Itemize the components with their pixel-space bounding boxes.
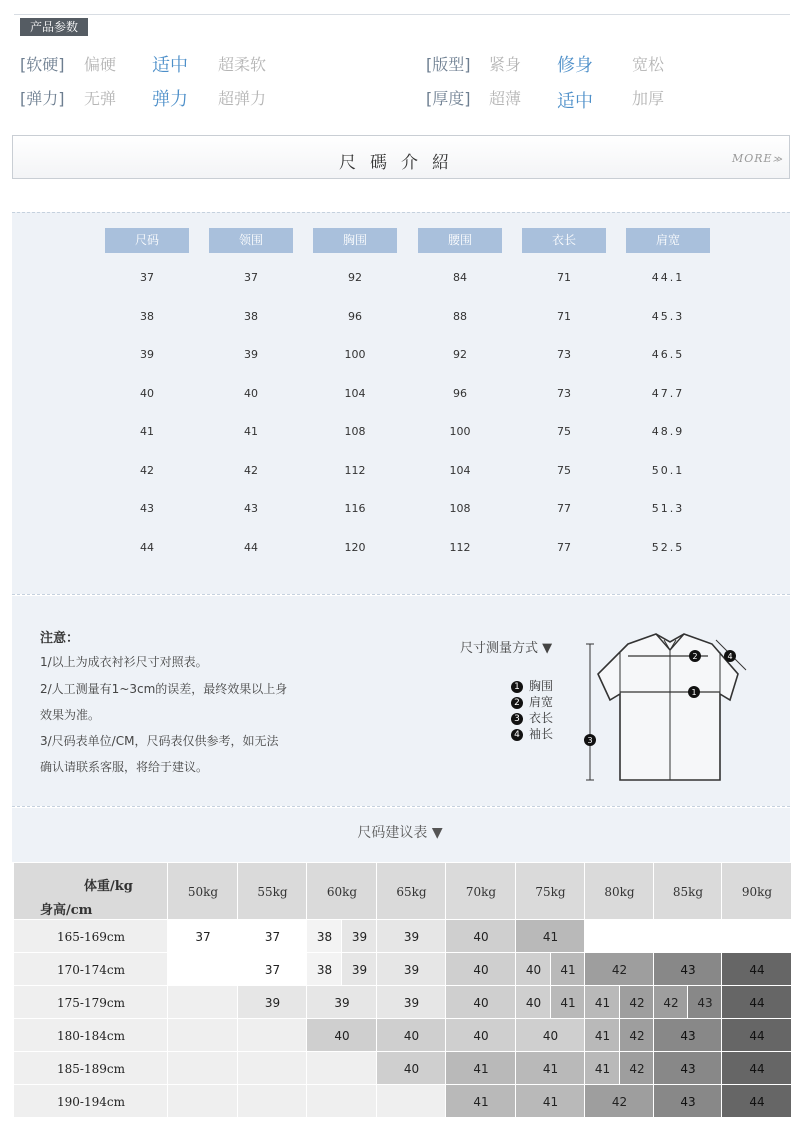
size-table-cell: 52.5 (651, 540, 685, 554)
size-table-cell: 48.9 (651, 425, 685, 438)
size-table-cell: 71 (557, 309, 571, 323)
param-option-selected: 修身 (557, 55, 593, 76)
legend-label: 衣长 (529, 711, 554, 725)
recommend-size: 43 (680, 963, 696, 977)
size-table-cell: 92 (348, 271, 362, 284)
recommend-cell-empty (307, 1085, 377, 1118)
size-table-cell: 37 (140, 271, 154, 284)
banner-title: 尺碼介紹 (339, 153, 463, 173)
dashed-divider (12, 806, 790, 807)
size-table-cell: 84 (453, 271, 467, 284)
size-table-cell: 44 (140, 540, 154, 554)
recommend-size: 38 (316, 963, 333, 977)
more-label: MORE (731, 152, 773, 165)
size-table-cell: 75 (557, 463, 571, 477)
recommend-title: 尺码建议表 ▼ (357, 825, 443, 841)
recommend-cell-empty (377, 1085, 446, 1118)
measure-title: 尺寸测量方式 ▼ (460, 641, 553, 656)
size-table-cell: 41 (140, 425, 154, 438)
recommend-size: 44 (749, 1029, 765, 1043)
recommend-size: 39 (264, 996, 281, 1010)
param-row-thickness (426, 86, 665, 112)
size-table-cell: 43 (140, 502, 154, 515)
note-line: 效果为准。 (40, 708, 101, 722)
size-table-cell: 43 (244, 502, 258, 515)
recommend-size: 40 (473, 996, 489, 1010)
size-table-cell: 100 (344, 348, 366, 361)
recommend-size: 40 (473, 963, 489, 977)
param-option-selected: 适中 (557, 91, 593, 112)
param-row-elasticity (20, 86, 267, 110)
param-label: [厚度] (426, 89, 471, 108)
recommend-size: 41 (560, 963, 576, 977)
size-table-cell: 51.3 (651, 502, 685, 515)
recommend-size: 39 (403, 996, 420, 1010)
recommend-size: 39 (351, 930, 368, 944)
size-intro-banner (12, 135, 790, 179)
recommend-size: 39 (334, 996, 350, 1010)
recommend-size: 42 (629, 1062, 645, 1076)
size-table-cell: 40 (244, 386, 258, 400)
legend-label: 肩宽 (529, 695, 554, 709)
recommend-size: 44 (749, 1062, 765, 1076)
legend-sleeve (511, 725, 553, 742)
recommend-size: 37 (264, 930, 281, 944)
dashed-divider (12, 594, 790, 595)
number-badge-icon: 3 (511, 713, 523, 725)
size-table-cell: 73 (557, 386, 571, 400)
recommend-size: 41 (473, 1095, 489, 1109)
recommend-size: 40 (542, 1029, 559, 1043)
param-option: 宽松 (632, 55, 665, 74)
recommend-size: 41 (594, 1062, 611, 1076)
recommend-size: 41 (542, 1062, 559, 1076)
size-table-cell: 71 (557, 271, 571, 284)
recommend-size: 42 (611, 1095, 628, 1109)
recommend-size: 37 (264, 963, 281, 977)
height-row-label: 190-194cm (57, 1095, 125, 1109)
size-table-cell: 45.3 (651, 309, 685, 323)
size-table-header: 衣长 (522, 228, 606, 253)
recommend-size: 43 (680, 1029, 696, 1043)
legend-label: 袖长 (529, 727, 554, 741)
recommend-size: 44 (749, 996, 765, 1010)
number-badge-icon: 1 (511, 681, 523, 693)
note-line: 1/以上为成衣衬衫尺寸对照表。 (40, 655, 208, 669)
note-line: 确认请联系客服，将给于建议。 (40, 760, 209, 774)
size-table-cell: 38 (140, 309, 154, 323)
recommend-size: 41 (542, 930, 559, 944)
size-table-cell: 41 (244, 425, 258, 438)
size-table-cell: 96 (453, 386, 467, 400)
param-option: 超柔软 (218, 55, 267, 74)
corner-height-label: 身高/cm (40, 903, 93, 918)
chevron-down-icon: ≫ (772, 155, 783, 165)
size-table-cell: 44 (244, 540, 258, 554)
top-divider (14, 14, 790, 15)
recommend-size: 40 (334, 1029, 350, 1043)
size-table-header: 尺码 (105, 228, 189, 253)
size-table-cell: 38 (244, 309, 258, 323)
recommend-size: 40 (525, 963, 542, 977)
recommend-cell-empty (238, 1019, 307, 1052)
legend-chest (511, 677, 553, 694)
weight-header-label: 50kg (187, 885, 219, 899)
dashed-divider (12, 212, 790, 213)
size-table-cell: 104 (449, 463, 471, 477)
size-table-cell: 47.7 (651, 386, 685, 400)
size-table-cell: 46.5 (651, 348, 685, 361)
recommend-size: 40 (403, 1062, 420, 1076)
size-table-cell: 40 (140, 386, 154, 400)
recommend-cell-empty (168, 986, 238, 1019)
param-option: 超弹力 (218, 89, 267, 108)
size-table-cell: 96 (348, 309, 362, 323)
size-table-cell: 42 (244, 463, 258, 477)
weight-header-label: 85kg (672, 885, 704, 899)
corner-weight-label: 体重/kg (84, 879, 133, 894)
recommend-size: 42 (611, 963, 628, 977)
size-table-cell: 37 (244, 271, 258, 284)
recommend-size: 42 (663, 996, 679, 1010)
size-table-cell: 77 (557, 540, 571, 554)
weight-header-label: 65kg (396, 885, 427, 899)
param-option: 加厚 (632, 89, 665, 108)
more-link[interactable] (732, 152, 783, 165)
size-table-cell: 50.1 (651, 463, 685, 477)
recommend-size: 41 (594, 996, 611, 1010)
size-table-cell: 100 (449, 425, 471, 438)
number-badge-icon: 4 (511, 729, 523, 741)
recommend-cell-empty (238, 1052, 307, 1085)
note-line: 2/人工测量有1~3cm的误差，最终效果以上身 (40, 682, 288, 696)
size-table-cell: 112 (449, 540, 471, 554)
size-table-cell: 42 (140, 463, 154, 477)
param-option-selected: 弹力 (152, 89, 188, 110)
size-table-cell: 75 (557, 425, 571, 438)
size-table-cell: 73 (557, 348, 571, 361)
recommend-size: 41 (473, 1062, 489, 1076)
svg-text:1: 1 (691, 688, 697, 697)
recommend-size: 39 (403, 930, 420, 944)
param-label: [软硬] (20, 55, 65, 74)
recommend-cell-empty (168, 1085, 238, 1118)
size-table-header: 领围 (209, 228, 293, 253)
size-recommend-table (14, 863, 792, 1118)
size-table-header: 胸围 (313, 228, 397, 253)
svg-text:4: 4 (727, 652, 733, 661)
recommend-size: 43 (697, 996, 713, 1010)
size-table-cell: 112 (344, 463, 366, 477)
size-table-cell: 92 (453, 348, 467, 361)
recommend-size: 40 (403, 1029, 420, 1043)
size-table-cell: 39 (244, 348, 258, 361)
recommend-size: 44 (749, 1095, 765, 1109)
recommend-size: 37 (195, 930, 211, 944)
size-table-header: 腰围 (418, 228, 502, 253)
recommend-cell-empty (168, 953, 238, 986)
svg-text:2: 2 (692, 652, 698, 661)
size-table-cell: 120 (344, 540, 366, 554)
height-row-label: 180-184cm (57, 1029, 125, 1043)
size-table-cell: 108 (449, 502, 471, 515)
size-table-cell: 108 (344, 425, 366, 438)
param-option-selected: 适中 (152, 55, 188, 76)
recommend-cell-empty (722, 920, 792, 953)
height-row-label: 175-179cm (57, 996, 125, 1010)
recommend-size: 41 (560, 996, 576, 1010)
size-table-header: 肩宽 (626, 228, 710, 253)
recommend-cell-empty (307, 1052, 377, 1085)
param-label: [弹力] (20, 89, 65, 108)
notes-title: 注意： (40, 631, 80, 646)
weight-header-label: 55kg (257, 885, 288, 899)
number-badge-icon: 2 (511, 697, 523, 709)
legend-shoulder (511, 693, 553, 710)
weight-header-label: 60kg (326, 885, 358, 899)
note-line: 3/尺码表单位/CM，尺码表仅供参考，如无法 (40, 734, 279, 748)
legend-length (511, 709, 553, 726)
recommend-size: 40 (473, 930, 489, 944)
recommend-cell-empty (654, 920, 722, 953)
recommend-size: 39 (351, 963, 368, 977)
recommend-cell-empty (585, 920, 654, 953)
recommend-size: 43 (680, 1062, 696, 1076)
weight-header-label: 75kg (535, 885, 566, 899)
recommend-cell-empty (168, 1052, 238, 1085)
size-table-cell: 104 (344, 386, 366, 400)
param-label: [版型] (426, 55, 471, 74)
param-option: 偏硬 (84, 55, 117, 74)
recommend-size: 42 (629, 1029, 645, 1043)
recommend-size: 40 (473, 1029, 489, 1043)
size-table-cell: 88 (453, 309, 467, 323)
size-table-cell: 116 (344, 502, 366, 515)
size-table-cell: 77 (557, 502, 571, 515)
param-option: 紧身 (489, 55, 522, 74)
params-tag: 产品参数 (20, 18, 88, 36)
recommend-size: 38 (316, 930, 333, 944)
legend-label: 胸围 (529, 679, 554, 693)
recommend-cell-empty (238, 1085, 307, 1118)
param-option: 超薄 (489, 89, 522, 108)
param-row-fit (426, 52, 665, 76)
size-table-cell: 39 (140, 348, 154, 361)
recommend-size: 41 (594, 1029, 611, 1043)
size-table-cell: 44.1 (651, 271, 685, 284)
weight-header-label: 70kg (465, 885, 497, 899)
recommend-size: 39 (403, 963, 420, 977)
svg-text:3: 3 (587, 736, 593, 745)
param-row-softness (20, 52, 267, 76)
recommend-size: 40 (525, 996, 542, 1010)
recommend-size: 44 (749, 963, 765, 977)
recommend-size: 41 (542, 1095, 559, 1109)
shirt-diagram-icon (580, 628, 760, 806)
weight-header-label: 80kg (604, 885, 635, 899)
recommend-cell-empty (168, 1019, 238, 1052)
weight-header-label: 90kg (741, 885, 773, 899)
height-row-label: 165-169cm (57, 930, 125, 944)
param-option: 无弹 (84, 89, 117, 108)
height-row-label: 185-189cm (57, 1062, 125, 1076)
recommend-size: 43 (680, 1095, 696, 1109)
size-table-panel (12, 212, 790, 594)
recommend-size: 42 (629, 996, 645, 1010)
height-row-label: 170-174cm (57, 963, 125, 977)
